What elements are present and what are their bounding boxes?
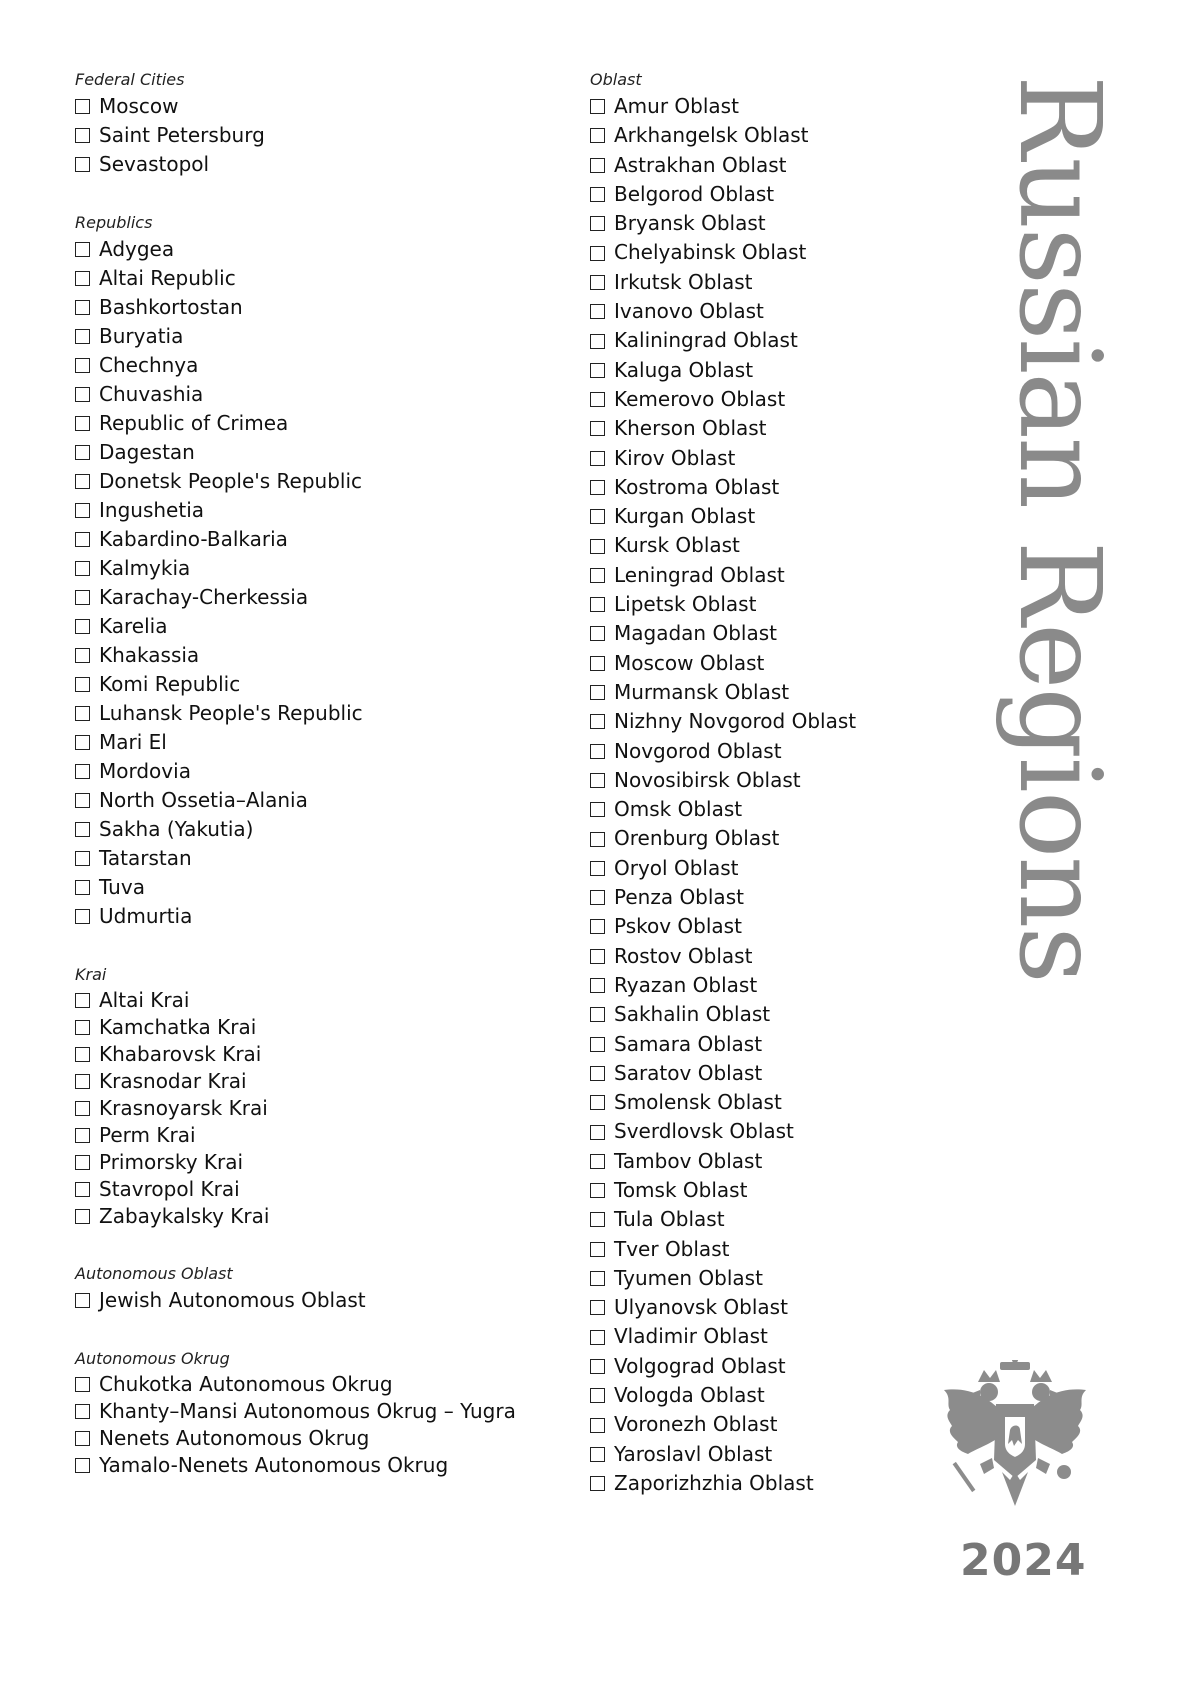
- empty-checkbox-icon[interactable]: [590, 919, 605, 934]
- checklist-item-label: Arkhangelsk Oblast: [614, 123, 809, 148]
- checklist-item[interactable]: [75, 525, 545, 554]
- checklist-item[interactable]: [75, 150, 545, 179]
- checklist-item[interactable]: [75, 815, 545, 844]
- empty-checkbox-icon[interactable]: [75, 1209, 90, 1224]
- empty-checkbox-icon[interactable]: [75, 1404, 90, 1419]
- checklist-item[interactable]: [590, 444, 920, 473]
- empty-checkbox-icon[interactable]: [75, 358, 90, 373]
- checklist-item[interactable]: [590, 590, 920, 619]
- empty-checkbox-icon[interactable]: [75, 1182, 90, 1197]
- empty-checkbox-icon[interactable]: [75, 735, 90, 750]
- checklist-item-label: Samara Oblast: [614, 1031, 763, 1056]
- checklist-item[interactable]: [75, 583, 545, 612]
- empty-checkbox-icon[interactable]: [75, 99, 90, 114]
- empty-checkbox-icon[interactable]: [590, 1007, 605, 1022]
- empty-checkbox-icon[interactable]: [590, 1125, 605, 1140]
- empty-checkbox-icon[interactable]: [590, 1447, 605, 1462]
- empty-checkbox-icon[interactable]: [75, 416, 90, 431]
- checklist-item[interactable]: [590, 649, 920, 678]
- checklist-item-label: Penza Oblast: [614, 885, 744, 910]
- empty-checkbox-icon[interactable]: [590, 890, 605, 905]
- checklist-item-label: Zaporizhzhia Oblast: [614, 1470, 814, 1495]
- checklist-item-label: Chechnya: [99, 353, 199, 377]
- empty-checkbox-icon[interactable]: [75, 1431, 90, 1446]
- empty-checkbox-icon[interactable]: [590, 187, 605, 202]
- empty-checkbox-icon[interactable]: [590, 421, 605, 436]
- checklist-item-label: Irkutsk Oblast: [614, 269, 753, 294]
- checklist-item[interactable]: [75, 1041, 545, 1068]
- empty-checkbox-icon[interactable]: [590, 216, 605, 231]
- checklist: [75, 235, 545, 931]
- checklist-item[interactable]: [75, 1398, 545, 1425]
- checklist-item-label: Tuva: [99, 875, 145, 899]
- checklist-item[interactable]: [590, 824, 920, 853]
- checklist-item[interactable]: [75, 1149, 545, 1176]
- checklist-item-label: Stavropol Krai: [99, 1177, 240, 1201]
- checklist-item-label: Chelyabinsk Oblast: [614, 240, 807, 265]
- checklist-item-label: Novgorod Oblast: [614, 738, 782, 763]
- empty-checkbox-icon[interactable]: [590, 1037, 605, 1052]
- checklist-item[interactable]: [590, 1410, 920, 1439]
- empty-checkbox-icon[interactable]: [75, 300, 90, 315]
- empty-checkbox-icon[interactable]: [590, 1418, 605, 1433]
- checklist-item[interactable]: [590, 326, 920, 355]
- empty-checkbox-icon[interactable]: [75, 445, 90, 460]
- checklist-item[interactable]: [75, 322, 545, 351]
- empty-checkbox-icon[interactable]: [75, 1377, 90, 1392]
- checklist-item[interactable]: [590, 1469, 920, 1498]
- empty-checkbox-icon[interactable]: [75, 242, 90, 257]
- right-column: [590, 70, 920, 1532]
- empty-checkbox-icon[interactable]: [75, 851, 90, 866]
- checklist-item-label: Nizhny Novgorod Oblast: [614, 709, 857, 734]
- empty-checkbox-icon[interactable]: [75, 1128, 90, 1143]
- checklist-item-label: Sakha (Yakutia): [99, 817, 254, 841]
- checklist-item[interactable]: [590, 268, 920, 297]
- empty-checkbox-icon[interactable]: [590, 509, 605, 524]
- checklist-item-label: Altai Republic: [99, 266, 236, 290]
- checklist-item-label: Voronezh Oblast: [614, 1412, 778, 1437]
- checklist-item-label: Vologda Oblast: [614, 1383, 765, 1408]
- empty-checkbox-icon[interactable]: [75, 677, 90, 692]
- checklist-item[interactable]: [75, 496, 545, 525]
- empty-checkbox-icon[interactable]: [75, 822, 90, 837]
- checklist: [75, 1371, 545, 1479]
- checklist-item[interactable]: [590, 942, 920, 971]
- checklist-item-label: Amur Oblast: [614, 94, 739, 118]
- empty-checkbox-icon[interactable]: [75, 880, 90, 895]
- checklist-item-label: Saint Petersburg: [99, 123, 265, 147]
- checklist-item[interactable]: [590, 414, 920, 443]
- checklist-item[interactable]: [590, 502, 920, 531]
- checklist-item-label: Krasnoyarsk Krai: [99, 1096, 268, 1120]
- poster-title: Russian Regions: [994, 75, 1124, 982]
- checklist-item[interactable]: [590, 356, 920, 385]
- checklist-item-label: Krasnodar Krai: [99, 1069, 247, 1093]
- empty-checkbox-icon[interactable]: [75, 648, 90, 663]
- empty-checkbox-icon[interactable]: [590, 392, 605, 407]
- checklist-item[interactable]: [590, 1088, 920, 1117]
- checklist-item-label: Udmurtia: [99, 904, 193, 928]
- checklist-item-label: Yaroslavl Oblast: [614, 1441, 773, 1466]
- checklist-item[interactable]: [590, 92, 920, 121]
- checklist-item-label: Yamalo-Nenets Autonomous Okrug: [99, 1453, 449, 1477]
- checklist-item-label: Magadan Oblast: [614, 621, 777, 646]
- checklist: [75, 1286, 545, 1315]
- checklist-item-label: Sverdlovsk Oblast: [614, 1119, 794, 1144]
- section-heading: Autonomous Oblast: [75, 1264, 233, 1283]
- checklist-item-label: Belgorod Oblast: [614, 181, 775, 206]
- checklist-item[interactable]: [590, 1352, 920, 1381]
- checklist-item-label: Karachay-Cherkessia: [99, 585, 309, 609]
- year-label: 2024: [960, 1535, 1087, 1586]
- empty-checkbox-icon[interactable]: [590, 1095, 605, 1110]
- checklist-item-label: Zabaykalsky Krai: [99, 1204, 270, 1228]
- section-krai: [75, 965, 545, 1230]
- checklist-item[interactable]: [75, 786, 545, 815]
- checklist: [75, 92, 545, 179]
- section-autonomous-oblast: [75, 1264, 545, 1315]
- checklist-item[interactable]: [75, 1286, 545, 1315]
- checklist-item-label: Rostov Oblast: [614, 943, 753, 968]
- checklist-item[interactable]: [590, 1147, 920, 1176]
- checklist-item-label: Adygea: [99, 237, 175, 261]
- empty-checkbox-icon[interactable]: [75, 157, 90, 172]
- checklist-item-label: Kalmykia: [99, 556, 191, 580]
- checklist-item-label: Mordovia: [99, 759, 191, 783]
- checklist-item[interactable]: [590, 883, 920, 912]
- checklist-item[interactable]: [590, 1059, 920, 1088]
- empty-checkbox-icon[interactable]: [590, 773, 605, 788]
- empty-checkbox-icon[interactable]: [590, 1212, 605, 1227]
- empty-checkbox-icon[interactable]: [590, 1271, 605, 1286]
- empty-checkbox-icon[interactable]: [590, 1330, 605, 1345]
- checklist-item[interactable]: [75, 728, 545, 757]
- section-heading: Republics: [75, 213, 153, 232]
- checklist-item-label: Khanty–Mansi Autonomous Okrug – Yugra: [99, 1399, 516, 1423]
- double-headed-eagle-emblem: [940, 1360, 1090, 1510]
- empty-checkbox-icon[interactable]: [590, 949, 605, 964]
- section-heading: Autonomous Okrug: [75, 1349, 230, 1368]
- empty-checkbox-icon[interactable]: [590, 568, 605, 583]
- checklist-item-label: Chuvashia: [99, 382, 204, 406]
- checklist-item-label: Kaluga Oblast: [614, 357, 754, 382]
- checklist-item[interactable]: [590, 795, 920, 824]
- checklist-item[interactable]: [590, 971, 920, 1000]
- checklist-item[interactable]: [590, 385, 920, 414]
- empty-checkbox-icon[interactable]: [590, 1242, 605, 1257]
- checklist-item[interactable]: [75, 641, 545, 670]
- checklist-item[interactable]: [590, 121, 920, 150]
- checklist-item-label: Karelia: [99, 614, 168, 638]
- checklist-item-label: Kaliningrad Oblast: [614, 328, 798, 353]
- checklist-item[interactable]: [590, 1322, 920, 1351]
- checklist-item[interactable]: [75, 1425, 545, 1452]
- empty-checkbox-icon[interactable]: [590, 685, 605, 700]
- checklist-item-label: Omsk Oblast: [614, 797, 743, 822]
- checklist-item-label: Khakassia: [99, 643, 200, 667]
- empty-checkbox-icon[interactable]: [590, 246, 605, 261]
- checklist-item[interactable]: [590, 1440, 920, 1469]
- empty-checkbox-icon[interactable]: [75, 590, 90, 605]
- checklist-item-label: Novosibirsk Oblast: [614, 767, 801, 792]
- empty-checkbox-icon[interactable]: [590, 363, 605, 378]
- checklist-item-label: Moscow Oblast: [614, 650, 765, 675]
- checklist-item[interactable]: [75, 1122, 545, 1149]
- checklist-item-label: Kostroma Oblast: [614, 474, 780, 499]
- empty-checkbox-icon[interactable]: [590, 451, 605, 466]
- checklist-item-label: Sevastopol: [99, 152, 210, 176]
- empty-checkbox-icon[interactable]: [75, 993, 90, 1008]
- section-oblast: [590, 70, 920, 1498]
- empty-checkbox-icon[interactable]: [590, 861, 605, 876]
- checklist-item[interactable]: [75, 1371, 545, 1398]
- checklist-item-label: Ingushetia: [99, 498, 204, 522]
- checklist-item[interactable]: [590, 1176, 920, 1205]
- empty-checkbox-icon[interactable]: [590, 334, 605, 349]
- checklist-item-label: Donetsk People's Republic: [99, 469, 363, 493]
- section-heading: Federal Cities: [75, 70, 185, 89]
- checklist-item[interactable]: [590, 180, 920, 209]
- checklist-item[interactable]: [590, 297, 920, 326]
- checklist-item-label: Kabardino-Balkaria: [99, 527, 288, 551]
- empty-checkbox-icon[interactable]: [590, 597, 605, 612]
- checklist-item-label: Murmansk Oblast: [614, 679, 790, 704]
- checklist-item-label: Lipetsk Oblast: [614, 592, 757, 617]
- empty-checkbox-icon[interactable]: [590, 1476, 605, 1491]
- checklist-item-label: Vladimir Oblast: [614, 1324, 768, 1349]
- checklist-item[interactable]: [590, 561, 920, 590]
- checklist-item-label: Luhansk People's Republic: [99, 701, 363, 725]
- checklist-item-label: Tatarstan: [99, 846, 192, 870]
- empty-checkbox-icon[interactable]: [590, 802, 605, 817]
- empty-checkbox-icon[interactable]: [590, 99, 605, 114]
- checklist-item[interactable]: [590, 1030, 920, 1059]
- checklist-item-label: Kamchatka Krai: [99, 1015, 257, 1039]
- checklist-item-label: Bryansk Oblast: [614, 211, 766, 236]
- checklist-item-label: Tomsk Oblast: [614, 1177, 748, 1202]
- checklist-item-label: Pskov Oblast: [614, 914, 742, 939]
- checklist-item[interactable]: [75, 902, 545, 931]
- section-autonomous-okrug: [75, 1349, 545, 1479]
- checklist-item-label: North Ossetia–Alania: [99, 788, 308, 812]
- checklist-item-label: Kemerovo Oblast: [614, 386, 786, 411]
- checklist-item-label: Dagestan: [99, 440, 195, 464]
- empty-checkbox-icon[interactable]: [75, 271, 90, 286]
- checklist-item-label: Nenets Autonomous Okrug: [99, 1426, 370, 1450]
- checklist-item[interactable]: [590, 1117, 920, 1146]
- checklist-item[interactable]: [75, 351, 545, 380]
- section-heading: Oblast: [590, 70, 642, 89]
- checklist-item-label: Oryol Oblast: [614, 855, 739, 880]
- checklist-item-label: Perm Krai: [99, 1123, 196, 1147]
- checklist-item[interactable]: [75, 121, 545, 150]
- empty-checkbox-icon[interactable]: [75, 764, 90, 779]
- checklist-item[interactable]: [590, 1205, 920, 1234]
- checklist-item[interactable]: [590, 209, 920, 238]
- checklist-item-label: Primorsky Krai: [99, 1150, 244, 1174]
- checklist-item[interactable]: [75, 467, 545, 496]
- checklist-item[interactable]: [590, 531, 920, 560]
- checklist-item[interactable]: [75, 554, 545, 583]
- checklist-item-label: Ivanovo Oblast: [614, 299, 764, 324]
- checklist-item-label: Tula Oblast: [614, 1207, 725, 1232]
- checklist-item-label: Kirov Oblast: [614, 445, 736, 470]
- checklist-item[interactable]: [590, 737, 920, 766]
- empty-checkbox-icon[interactable]: [590, 158, 605, 173]
- checklist-item[interactable]: [75, 844, 545, 873]
- checklist-item[interactable]: [75, 264, 545, 293]
- empty-checkbox-icon[interactable]: [75, 1074, 90, 1089]
- checklist-item-label: Moscow: [99, 94, 179, 118]
- checklist-item-label: Komi Republic: [99, 672, 241, 696]
- empty-checkbox-icon[interactable]: [590, 744, 605, 759]
- checklist-item-label: Orenburg Oblast: [614, 826, 780, 851]
- empty-checkbox-icon[interactable]: [75, 1155, 90, 1170]
- empty-checkbox-icon[interactable]: [590, 304, 605, 319]
- checklist-item[interactable]: [75, 757, 545, 786]
- checklist-item[interactable]: [590, 678, 920, 707]
- empty-checkbox-icon[interactable]: [590, 1066, 605, 1081]
- empty-checkbox-icon[interactable]: [75, 706, 90, 721]
- empty-checkbox-icon[interactable]: [590, 1300, 605, 1315]
- checklist-item[interactable]: [590, 854, 920, 883]
- empty-checkbox-icon[interactable]: [590, 978, 605, 993]
- empty-checkbox-icon[interactable]: [590, 1183, 605, 1198]
- checklist-item[interactable]: [75, 409, 545, 438]
- empty-checkbox-icon[interactable]: [590, 1154, 605, 1169]
- checklist-item-label: Tyumen Oblast: [614, 1265, 763, 1290]
- empty-checkbox-icon[interactable]: [590, 275, 605, 290]
- checklist-item-label: Astrakhan Oblast: [614, 152, 787, 177]
- empty-checkbox-icon[interactable]: [75, 474, 90, 489]
- checklist-item-label: Mari El: [99, 730, 167, 754]
- checklist-item[interactable]: [590, 473, 920, 502]
- empty-checkbox-icon[interactable]: [590, 832, 605, 847]
- checklist-item-label: Tver Oblast: [614, 1236, 730, 1261]
- empty-checkbox-icon[interactable]: [75, 909, 90, 924]
- checklist-item[interactable]: [590, 238, 920, 267]
- empty-checkbox-icon[interactable]: [75, 793, 90, 808]
- checklist: [75, 987, 545, 1230]
- checklist-item-label: Saratov Oblast: [614, 1060, 763, 1085]
- checklist: [590, 92, 920, 1498]
- checklist-item-label: Republic of Crimea: [99, 411, 289, 435]
- checklist-item[interactable]: [590, 1000, 920, 1029]
- empty-checkbox-icon[interactable]: [590, 480, 605, 495]
- checklist-item-label: Sakhalin Oblast: [614, 1002, 771, 1027]
- checklist-item[interactable]: [75, 380, 545, 409]
- empty-checkbox-icon[interactable]: [75, 387, 90, 402]
- checklist-item-label: Kherson Oblast: [614, 416, 767, 441]
- checklist-item[interactable]: [590, 151, 920, 180]
- checklist-item-label: Tambov Oblast: [614, 1148, 763, 1173]
- checklist-item-label: Kurgan Oblast: [614, 504, 756, 529]
- empty-checkbox-icon[interactable]: [75, 561, 90, 576]
- empty-checkbox-icon[interactable]: [590, 1388, 605, 1403]
- empty-checkbox-icon[interactable]: [75, 329, 90, 344]
- empty-checkbox-icon[interactable]: [75, 619, 90, 634]
- checklist-item-label: Volgograd Oblast: [614, 1353, 786, 1378]
- checklist-item[interactable]: [75, 293, 545, 322]
- empty-checkbox-icon[interactable]: [75, 1047, 90, 1062]
- checklist-item[interactable]: [75, 699, 545, 728]
- checklist-item[interactable]: [75, 1014, 545, 1041]
- checklist-item[interactable]: [75, 1203, 545, 1230]
- empty-checkbox-icon[interactable]: [75, 532, 90, 547]
- checklist-item-label: Ryazan Oblast: [614, 972, 758, 997]
- empty-checkbox-icon[interactable]: [590, 1359, 605, 1374]
- checklist-item[interactable]: [75, 1452, 545, 1479]
- checklist-item[interactable]: [75, 670, 545, 699]
- section-heading: Krai: [75, 965, 107, 984]
- section-federal-cities: [75, 70, 545, 179]
- section-republics: [75, 213, 545, 931]
- checklist-item-label: Altai Krai: [99, 988, 190, 1012]
- checklist-item[interactable]: [75, 873, 545, 902]
- checklist-item[interactable]: [75, 1095, 545, 1122]
- checklist-item-label: Khabarovsk Krai: [99, 1042, 262, 1066]
- empty-checkbox-icon[interactable]: [590, 714, 605, 729]
- empty-checkbox-icon[interactable]: [75, 503, 90, 518]
- checklist-item[interactable]: [75, 1176, 545, 1203]
- empty-checkbox-icon[interactable]: [75, 1020, 90, 1035]
- empty-checkbox-icon[interactable]: [75, 1293, 90, 1308]
- checklist-item[interactable]: [590, 1381, 920, 1410]
- empty-checkbox-icon[interactable]: [75, 1458, 90, 1473]
- checklist-item[interactable]: [590, 1264, 920, 1293]
- checklist-item[interactable]: [590, 619, 920, 648]
- empty-checkbox-icon[interactable]: [590, 656, 605, 671]
- checklist-item[interactable]: [75, 92, 545, 121]
- checklist-item-label: Kursk Oblast: [614, 533, 740, 558]
- checklist-item-label: Buryatia: [99, 324, 184, 348]
- checklist-item[interactable]: [75, 1068, 545, 1095]
- empty-checkbox-icon[interactable]: [75, 128, 90, 143]
- empty-checkbox-icon[interactable]: [590, 539, 605, 554]
- checklist-item[interactable]: [75, 612, 545, 641]
- empty-checkbox-icon[interactable]: [75, 1101, 90, 1116]
- empty-checkbox-icon[interactable]: [590, 128, 605, 143]
- left-column: [75, 70, 545, 1513]
- checklist-item[interactable]: [590, 766, 920, 795]
- checklist-item-label: Chukotka Autonomous Okrug: [99, 1372, 393, 1396]
- checklist-item-label: Bashkortostan: [99, 295, 243, 319]
- checklist-item[interactable]: [590, 1235, 920, 1264]
- empty-checkbox-icon[interactable]: [590, 626, 605, 641]
- checklist-item[interactable]: [75, 235, 545, 264]
- checklist-item-label: Ulyanovsk Oblast: [614, 1295, 788, 1320]
- checklist-item-label: Smolensk Oblast: [614, 1090, 782, 1115]
- checklist-item-label: Leningrad Oblast: [614, 562, 785, 587]
- checklist-item[interactable]: [75, 987, 545, 1014]
- checklist-item[interactable]: [75, 438, 545, 467]
- checklist-item-label: Jewish Autonomous Oblast: [99, 1288, 366, 1312]
- checklist-item[interactable]: [590, 1293, 920, 1322]
- checklist-item[interactable]: [590, 912, 920, 941]
- checklist-item[interactable]: [590, 707, 920, 736]
